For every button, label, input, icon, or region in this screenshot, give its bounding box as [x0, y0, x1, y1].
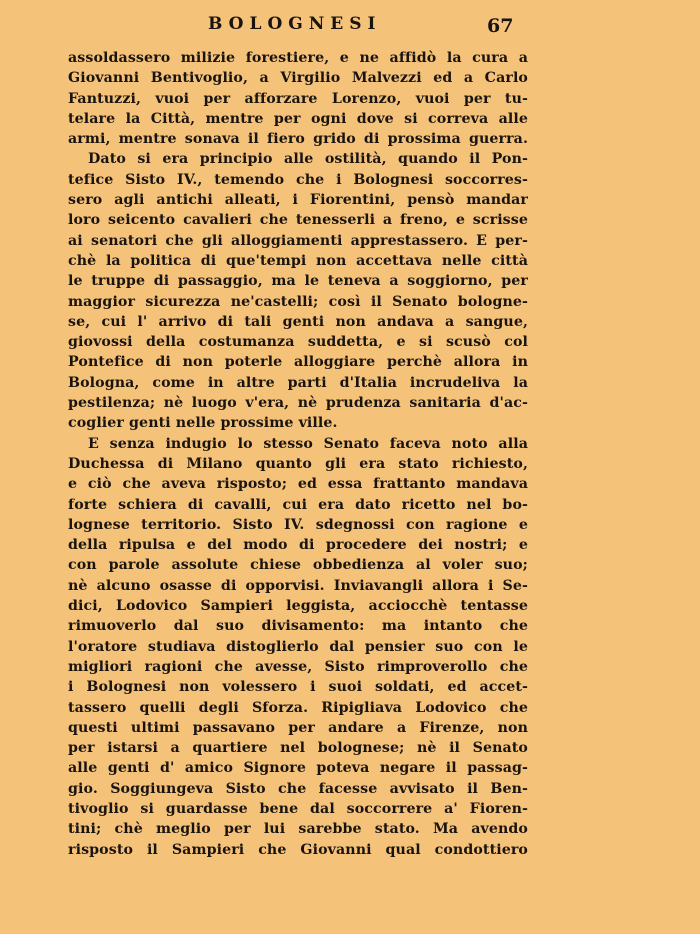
text-line: le truppe di passaggio, ma le teneva a soggiorno, per: [68, 273, 528, 290]
text-line: Pontefice di non poterle alloggiare perchè allora in: [68, 354, 528, 371]
text-line: per istarsi a quartiere nel bolognese; nè il Senato: [68, 740, 528, 757]
text-line: Giovanni Bentivoglio, a Virgilio Malvezzi ed a Carlo: [68, 70, 528, 87]
text-line: se, cui l' arrivo di tali genti non andava a sangue,: [68, 313, 528, 330]
text-line: ai senatori che gli alloggiamenti apprestassero. E per-: [68, 232, 528, 249]
text-line: risposto il Sampieri che Giovanni qual condottiero: [68, 841, 528, 858]
text-line: della ripulsa e del modo di procedere dei nostri; e: [68, 537, 528, 554]
text-line: e ciò che aveva risposto; ed essa frattanto mandava: [68, 476, 528, 493]
text-line: lognese territorio. Sisto IV. sdegnossi con ragione e: [68, 516, 528, 533]
text-line: rimuoverlo dal suo divisamento: ma intanto che: [68, 618, 528, 635]
running-title: BOLOGNESI: [208, 14, 382, 34]
paragraph-start-line: Dato si era principio alle ostilità, quando il Pon-: [88, 151, 528, 168]
text-line: pestilenza; nè luogo v'era, nè prudenza sanitaria d'ac-: [68, 395, 528, 412]
paragraph-start-line: E senza indugio lo stesso Senato faceva noto alla: [88, 435, 528, 452]
text-line: con parole assolute chiese obbedienza al voler suo;: [68, 557, 528, 574]
text-line: forte schiera di cavalli, cui era dato ricetto nel bo-: [68, 496, 528, 513]
page-number: 67: [487, 15, 514, 37]
text-line: alle genti d' amico Signore poteva negare il passag-: [68, 760, 528, 777]
text-line: l'oratore studiava distoglierlo dal pensier suo con le: [68, 638, 528, 655]
text-line: gio. Soggiungeva Sisto che facesse avvisato il Ben-: [68, 780, 528, 797]
text-line: Fantuzzi, vuoi per afforzare Lorenzo, vuoi per tu-: [68, 90, 528, 107]
text-line: maggior sicurezza ne'castelli; così il Senato bologne-: [68, 293, 528, 310]
paragraph-end-line: coglier genti nelle prossime ville.: [68, 415, 338, 432]
text-line: tefice Sisto IV., temendo che i Bolognesi soccorres-: [68, 171, 528, 188]
text-line: armi, mentre sonava il fiero grido di prossima guerra.: [68, 131, 528, 148]
text-line: questi ultimi passavano per andare a Firenze, non: [68, 719, 528, 736]
text-line: tini; chè meglio per lui sarebbe stato. Ma avendo: [68, 821, 528, 838]
text-line: tassero quelli degli Sforza. Ripigliava Lodovico che: [68, 699, 528, 716]
text-line: dici, Lodovico Sampieri leggista, acciocchè tentasse: [68, 598, 528, 615]
text-line: nè alcuno osasse di opporvisi. Inviavangli allora i Se-: [68, 577, 528, 594]
text-line: loro seicento cavalieri che tenesserli a freno, e scrisse: [68, 212, 528, 229]
text-line: Bologna, come in altre parti d'Italia incrudeliva la: [68, 374, 528, 391]
text-line: assoldassero milizie forestiere, e ne affidò la cura a: [68, 50, 528, 66]
text-line: giovossi della costumanza suddetta, e si scusò col: [68, 334, 528, 351]
text-line: sero agli antichi alleati, i Fiorentini, pensò mandar: [68, 192, 528, 209]
text-line: telare la Città, mentre per ogni dove si correva alle: [68, 110, 528, 127]
text-line: migliori ragioni che avesse, Sisto rimproverollo che: [68, 658, 528, 675]
body-text: [68, 48, 528, 860]
page-header: [0, 14, 700, 42]
text-line: Duchessa di Milano quanto gli era stato richiesto,: [68, 455, 528, 472]
text-line: tivoglio si guardasse bene dal soccorrere a' Fioren-: [68, 800, 528, 817]
text-line: chè la politica di que'tempi non accettava nelle città: [68, 252, 528, 269]
text-line: i Bolognesi non volessero i suoi soldati, ed accet-: [68, 679, 528, 696]
